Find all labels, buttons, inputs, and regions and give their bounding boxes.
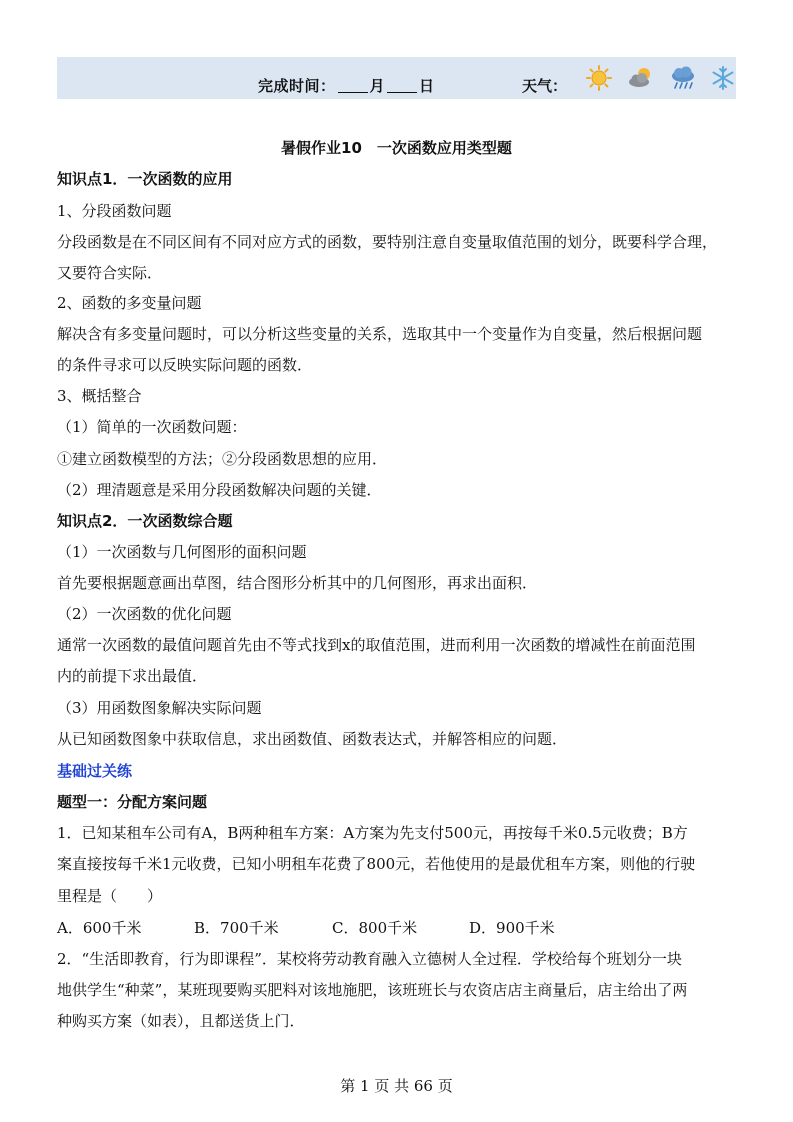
kp2-item3-text: 从已知函数图象中获取信息，求出函数值、函数表达式，并解答相应的问题． [57,730,568,748]
kp2-item1-text: 首先要根据题意画出草图，结合图形分析其中的几何图形，再求出面积． [57,574,538,592]
kp2-item2-text-a: 通常一次函数的最值问题首先由不等式找到x的取值范围，进而利用一次函数的增减性在前面范围 [57,636,696,654]
kp1-s3-item1-detail: ①建立函数模型的方法；②分段函数思想的应用． [57,450,388,468]
kp1-s2-text-b: 的条件寻求可以反映实际问题的函数． [57,356,313,374]
page-footer: 第 1 页 共 66 页 [340,1077,453,1095]
kp1-heading: 知识点1．一次函数的应用 [57,170,233,188]
question-2-line-3: 种购买方案（如表），且都送货上门． [57,1012,305,1030]
kp2-heading: 知识点2．一次函数综合题 [57,512,233,530]
month-blank [338,78,368,93]
kp2-item1: （1）一次函数与几何图形的面积问题 [57,543,307,561]
kp1-s3-title: 3、概括整合 [57,387,142,405]
option-d: D．900千米 [469,919,555,937]
kp1-s2-title: 2、函数的多变量问题 [57,294,202,312]
option-b: B．700千米 [194,919,279,937]
kp2-item2: （2）一次函数的优化问题 [57,605,232,623]
document-title: 暑假作业10 一次函数应用类型题 [281,139,512,157]
completion-time [258,75,435,96]
time-label: 完成时间： [258,77,336,95]
day-label: 日 [419,77,435,95]
kp1-s3-item1: （1）简单的一次函数问题： [57,418,247,436]
kp1-s2-text-a: 解决含有多变量问题时，可以分析这些变量的关系，选取其中一个变量作为自变量，然后根据问题 [57,325,703,343]
kp1-s1-title: 1、分段函数问题 [57,202,172,220]
kp1-s3-item2: （2）理清题意是采用分段函数解决问题的关键． [57,481,382,499]
sun-icon [585,64,613,92]
option-c: C．800千米 [332,919,418,937]
rain-cloud-icon [669,64,697,92]
kp2-item2-text-b: 内的前提下求出最值． [57,667,208,685]
question-1-line-1: 1．已知某租车公司有A，B两种租车方案：A方案为先支付500元，再按每千米0.5元收费；B方 [57,824,688,842]
question-1-line-2: 案直接按每千米1元收费，已知小明租车花费了800元，若他使用的是最优租车方案，则他的行驶 [57,855,696,873]
kp1-s1-text-a: 分段函数是在不同区间有不同对应方式的函数，要特别注意自变量取值范围的划分，既要科学合理， [57,233,718,251]
option-a: A．600千米 [57,919,142,937]
kp2-item3: （3）用函数图象解决实际问题 [57,699,262,717]
question-2-line-1: 2．“生活即教育，行为即课程”．某校将劳动教育融入立德树人全过程．学校给每个班划分一块 [57,950,682,968]
question-2-line-2: 地供学生“种菜”，某班现要购买肥料对该地施肥，该班班长与农资店店主商量后，店主给出了两 [57,981,688,999]
kp1-s1-text-b: 又要符合实际． [57,264,163,282]
practice-heading: 基础过关练 [57,762,133,780]
day-blank [387,78,417,93]
weather-label: 天气： [522,77,568,95]
cloud-sun-icon [627,64,655,92]
question-1-line-3: 里程是（ ） [57,887,163,905]
month-label: 月 [369,77,386,95]
snowflake-icon [709,64,737,92]
type1-heading: 题型一：分配方案问题 [57,793,208,811]
